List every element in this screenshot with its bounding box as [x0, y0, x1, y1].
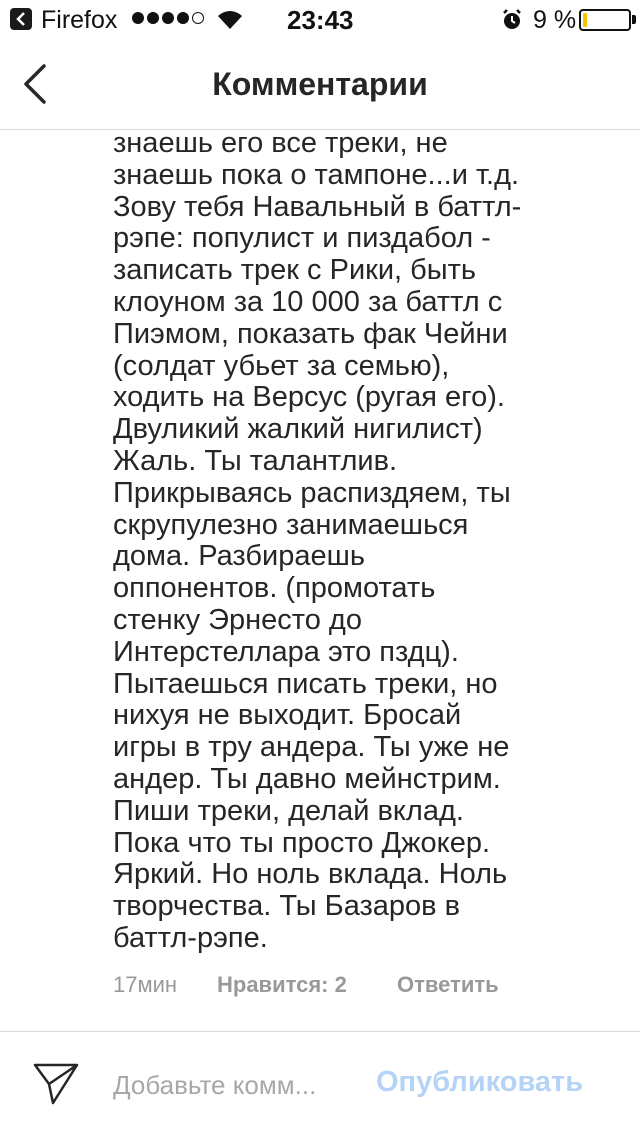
- alarm-clock-icon: [501, 9, 523, 31]
- signal-dot: [132, 12, 144, 24]
- back-to-app-label[interactable]: Firefox: [41, 6, 118, 34]
- comment-text: знаешь его все треки, не знаешь пока о тампоне...и т.д. Зову тебя Навальный в баттл- рэпе: популист и пиздабол - записать трек с Рики, быть клоуном за 10 000 за баттл с Пиэмом, показать фак Чейни (солдат убьет за семью), ходить на Версус (ругая его). Двуликий жалкий нигилист) Жаль. Ты талантлив. Прикрываясь распиздяем, ты скрупулезно занимаешься дома. Разбираешь оппонентов. (промотать стенку Эрнесто до Интерстеллара это пздц). Пытаешься писать треки, но нихуя не выходит. Бросай игры в тру андера. Ты уже не андер. Ты давно мейнстрим. Пиши треки, делай вклад. Пока что ты просто Джокер. Яркий. Но ноль вклада. Ноль творчества. Ты Базаров в баттл-рэпе.: [113, 127, 522, 954]
- comment-timestamp: 17мин: [113, 972, 178, 997]
- battery-percent: 9 %: [533, 6, 577, 34]
- comment: [113, 127, 633, 997]
- battery-level-fill: [583, 13, 587, 27]
- signal-dot: [162, 12, 174, 24]
- signal-dot: [177, 12, 189, 24]
- comment-input[interactable]: [113, 1066, 353, 1104]
- publish-button[interactable]: Опубликовать: [376, 1066, 584, 1098]
- reply-button[interactable]: Ответить: [397, 972, 499, 997]
- comment-composer: [0, 1032, 640, 1136]
- page-title: Комментарии: [212, 66, 428, 102]
- header: [0, 40, 640, 130]
- signal-dot: [192, 12, 204, 24]
- back-to-app-icon[interactable]: [10, 8, 32, 30]
- comment-likes-button[interactable]: Нравится: 2: [217, 972, 347, 997]
- wifi-icon: [216, 9, 244, 31]
- signal-dot: [147, 12, 159, 24]
- battery-tip: [632, 15, 636, 24]
- paper-plane-icon: [32, 1062, 80, 1106]
- cellular-signal-icon: [132, 12, 204, 24]
- status-bar: [0, 0, 640, 40]
- status-time: 23:43: [287, 5, 354, 35]
- battery-icon: [579, 9, 631, 31]
